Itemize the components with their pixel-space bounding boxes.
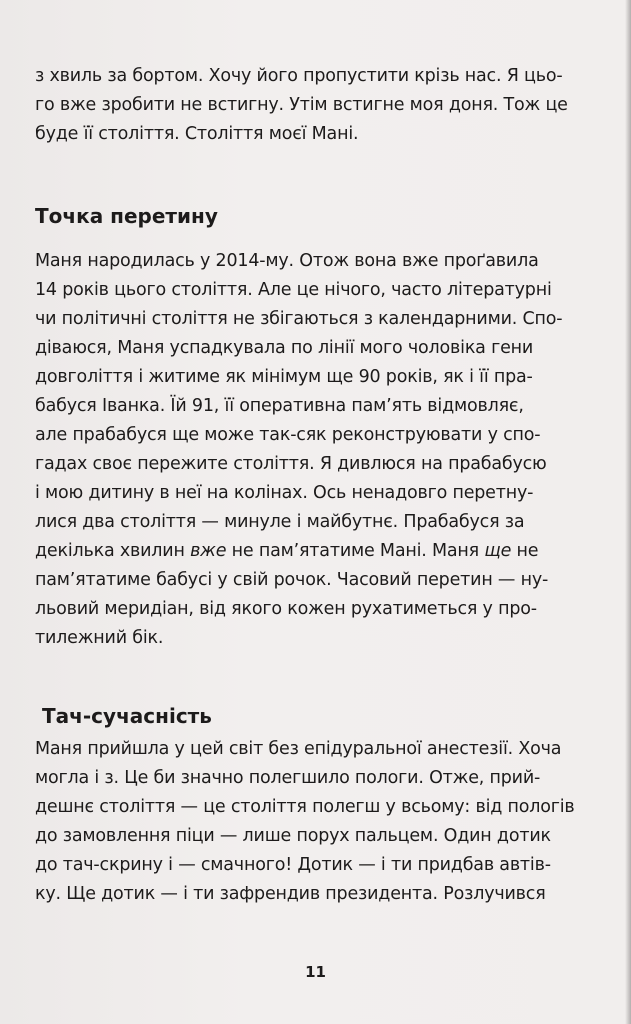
text-line: з хвиль за бортом. Хочу його пропустити крізь нас. Я цьо- (35, 66, 563, 86)
text-line: але прабабуся ще може так-сяк реконструювати у спо- (35, 425, 541, 445)
text-line: бабуся Іванка. Їй 91, її оперативна пам’ять відмовляє, (35, 396, 524, 416)
text-line: до тач-скрину і — смачного! Дотик — і ти придбав автів- (35, 855, 551, 875)
text-line: чи політичні століття не збігаються з календарними. Спо- (35, 309, 563, 329)
emphasis-text: ще (484, 541, 512, 561)
text-line: гадах своє пережите століття. Я дивлюся на прабабусю (35, 454, 547, 474)
text-line: буде її століття. Століття моєї Мані. (35, 124, 359, 144)
text-line: дешнє століття — це століття полегш у всьому: від пологів (35, 797, 575, 817)
section-heading-tach-suchasnist: Тач-сучасність (42, 704, 212, 728)
text-fragment: декілька хвилин (35, 541, 191, 561)
text-line: пам’ятатиме бабусі у свій рочок. Часовий перетин — ну- (35, 570, 549, 590)
text-line: го вже зробити не встигну. Утім встигне моя доня. Тож це (35, 95, 568, 115)
text-line: могла і з. Це би значно полегшило пологи. Отже, прий- (35, 768, 541, 788)
text-fragment: не пам’ятатиме Мані. Маня (226, 541, 485, 561)
text-line: лися два століття — минуле і майбутнє. Прабабуся за (35, 512, 525, 532)
section1-paragraph (35, 247, 562, 653)
text-line: Маня народилась у 2014-му. Отож вона вже проґавила (35, 251, 539, 271)
section2-paragraph (35, 735, 575, 909)
text-line: до замовлення піци — лише порух пальцем. Один дотик (35, 826, 551, 846)
intro-paragraph (35, 62, 568, 149)
text-line: 14 років цього століття. Але це нічого, часто літературні (35, 280, 552, 300)
text-line-with-emphasis (35, 537, 562, 566)
emphasis-text: вже (190, 541, 227, 561)
text-line: тилежний бік. (35, 628, 164, 648)
text-line: Маня прийшла у цей світ без епідуральної анестезії. Хоча (35, 739, 562, 759)
text-line: довголіття і житиме як мінімум ще 90 років, як і її пра- (35, 367, 533, 387)
text-line: діваюся, Маня успадкувала по лінії мого чоловіка гени (35, 338, 534, 358)
text-line: льовий меридіан, від якого кожен рухатиметься у про- (35, 599, 537, 619)
page-edge-shadow (625, 0, 631, 1024)
section-heading-tochka-peretynu: Точка перетину (35, 204, 218, 228)
text-line: ку. Ще дотик — і ти зафрендив президента. Розлучився (35, 884, 546, 904)
text-line: і мою дитину в неї на колінах. Ось ненадовго перетну- (35, 483, 534, 503)
page-number: 11 (305, 963, 326, 981)
text-fragment: не (511, 541, 539, 561)
